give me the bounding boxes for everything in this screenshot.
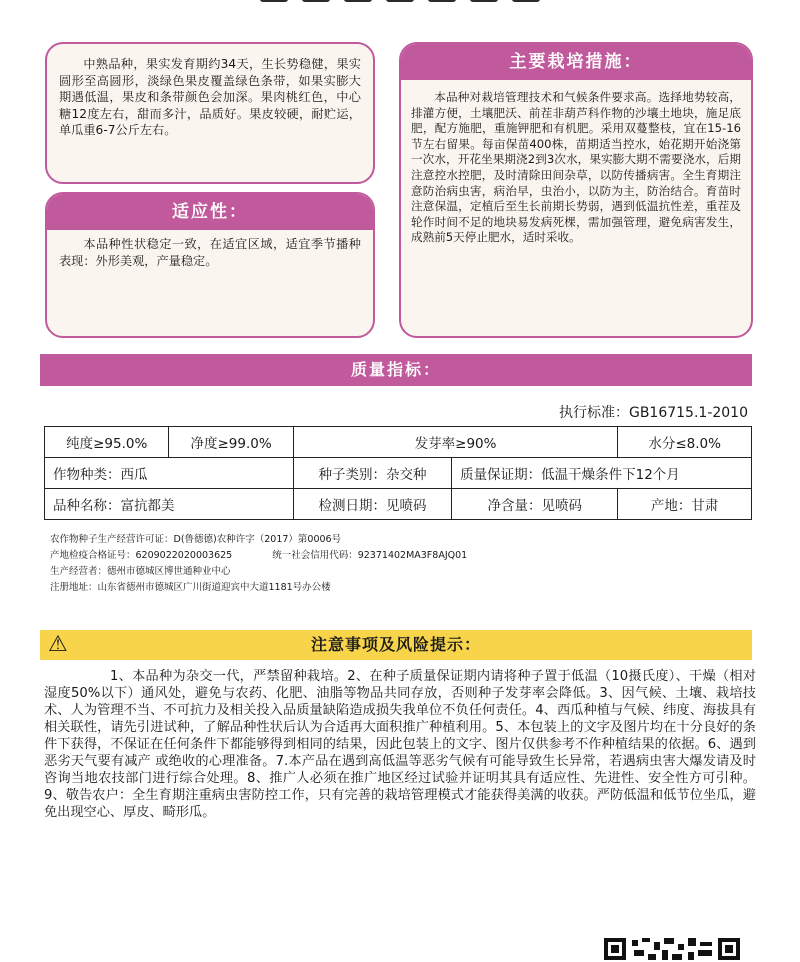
credit-code: 统一社会信用代码：92371402MA3F8AJQ01: [272, 550, 468, 561]
variety-description-text: 中熟品种，果实发育期约34天，生长势稳健，果实圆形至高圆形，淡绿色果皮覆盖绿色条带，如果实膨大期遇低温，果皮和条带颜色会加深。果肉桃红色，中心糖12度左右，甜而多汁，品质好。果皮较硬，耐贮运，单瓜重6-7公斤左右。: [59, 57, 361, 138]
producer-name: 生产经营者：德州市德城区博世通种业中心: [50, 566, 231, 577]
cleanliness-cell: 净度≥99.0%: [169, 427, 293, 458]
adaptability-box: [45, 192, 375, 338]
net-content-cell: 净含量：见喷码: [452, 489, 618, 520]
purity-cell: 纯度≥95.0%: [45, 427, 169, 458]
cultivation-title: 主要栽培措施：: [401, 44, 751, 80]
notice-header: [40, 630, 752, 660]
notice-title: 注意事项及风险提示：: [310, 635, 481, 654]
warranty-cell: 质量保证期：低温干燥条件下12个月: [452, 458, 752, 489]
quality-table: [44, 426, 752, 520]
table-row: [45, 489, 752, 520]
quality-title: 质量指标：: [40, 354, 752, 386]
crop-type-cell: 作物种类：西瓜: [45, 458, 294, 489]
seed-category-cell: 种子类别：杂交种: [293, 458, 451, 489]
permit-number: 农作物种子生产经营许可证：D(鲁德德)农种许字（2017）第0006号: [50, 534, 342, 545]
germination-cell: 发芽率≥90%: [293, 427, 618, 458]
quarantine-number: 产地检疫合格证号：6209022020003625: [50, 550, 233, 561]
origin-cell: 产地：甘肃: [618, 489, 752, 520]
license-info: [50, 532, 750, 596]
moisture-cell: 水分≤8.0%: [618, 427, 752, 458]
warning-triangle-icon: ⚠: [48, 632, 68, 657]
adaptability-text: 本品种性状稳定一致，在适宜区域，适宜季节播种表现：外形美观，产量稳定。: [59, 237, 361, 268]
table-row: [45, 427, 752, 458]
cultivation-box: [399, 42, 753, 338]
cropped-header-fragment: [230, 0, 570, 6]
variety-name-cell: 品种名称：富抗都美: [45, 489, 294, 520]
notice-text: 1、本品种为杂交一代，严禁留种栽培。2、在种子质量保证期内请将种子置于低温（10摄氏度）、干燥（相对湿度50%以下）通风处，避免与农药、化肥、油脂等物品共同存放，否则种子发芽率会降低。3、因气候、土壤、栽培技术、人为管理不当、不可抗力及相关投入品质量缺陷造成损失我单位不负任何责任。4、西瓜种植与气候、纬度、海拔具有相关联性，请先引进试种，了解品种性状后认为合适再大面积推广种植利用。5、本包装上的文字及图片均在十分良好的条件下获得，不保证在任何条件下都能够得到相同的结果，因此包装上的文字、图片仅供参考不作种植结果的依据。6、遇到恶劣天气要有减产 或绝收的心理准备。7.本产品在遇到高低温等恶劣气候有可能导致生长异常，若遇病虫害大爆发请及时咨询当地农技部门进行综合处理。8、推广人必须在推广地区经过试验并证明其具有适应性、先进性、安全性方可引种。9、敬告农户：全生育期注重病虫害防控工作，只有完善的栽培管理模式才能获得美满的收获。严防低温和低节位坐瓜，避免出现空心、厚皮、畸形瓜。: [44, 669, 756, 820]
execution-standard: 执行标准：GB16715.1-2010: [558, 405, 748, 421]
cultivation-text: 本品种对栽培管理技术和气候条件要求高。选择地势较高，排灌方便，土壤肥沃、前茬非葫芦科作物的沙壤土地块，施足底肥，配方施肥，重施钾肥和有机肥。采用双蔓整枝，宜在15-16节左右留果。每亩保苗400株，苗期适当控水，始花期开始浇第一次水，开花坐果期浇2到3次水，果实膨大期不需要浇水，后期注意控水控肥，及时清除田间杂草，以防传播病害。全生育期注意防治病虫害，病治早，虫治小，以防为主，防治结合。育苗时注意保温，定植后至生长前期长势弱，遇到低温抗性差，重茬及轮作时间不足的地块易发病死棵，需加强管理，避免病害发生，成熟前5天停止肥水，适时采收。: [411, 90, 741, 245]
test-date-cell: 检测日期：见喷码: [293, 489, 451, 520]
variety-description-box: [45, 42, 375, 184]
adaptability-title: 适应性：: [47, 194, 373, 230]
table-row: [45, 458, 752, 489]
registered-address: 注册地址：山东省德州市德城区广川街道迎宾中大道1181号办公楼: [50, 582, 331, 593]
